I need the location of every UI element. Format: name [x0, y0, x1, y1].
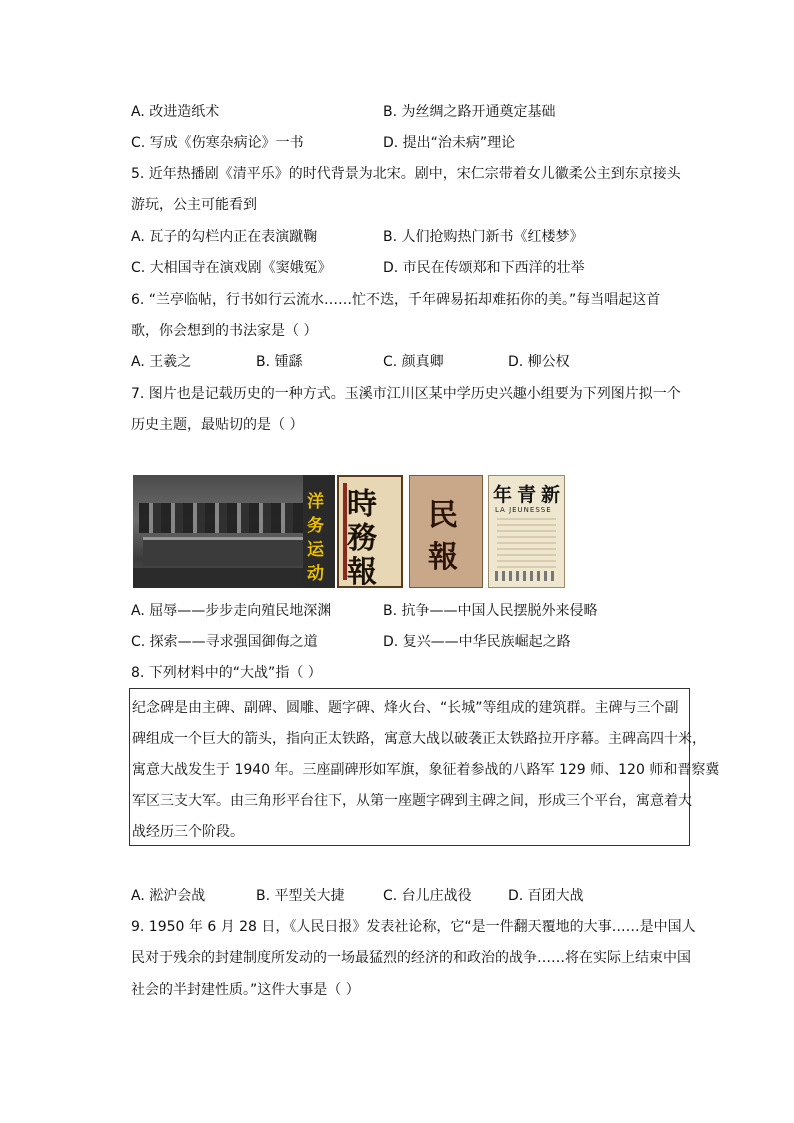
q7-stem-line1: 7. 图片也是记载历史的一种方式。玉溪市江川区某中学历史兴趣小组要为下列图片拟一个: [131, 386, 681, 402]
q6-option-b: B. 锺繇: [256, 354, 303, 370]
q9-stem-line1: 9. 1950 年 6 月 28 日，《人民日报》发表社论称，它“是一件翻天覆地的大事……是中国人: [131, 919, 696, 935]
shiwu-char-2: 務: [347, 521, 377, 556]
q5-option-a: A. 瓦子的勾栏内正在表演蹴鞠: [131, 229, 318, 245]
xinqing-char-1: 新: [541, 484, 561, 506]
q8-material-line1: 纪念碑是由主碑、副碑、圆雕、题字碑、烽火台、“长城”等组成的建筑群。主碑与三个副: [132, 700, 679, 716]
q7-option-c: C. 探索——寻求强国御侮之道: [131, 634, 318, 650]
q4-option-b: B. 为丝绸之路开通奠定基础: [383, 104, 556, 120]
xinqing-char-2: 青: [517, 484, 537, 506]
historical-photo: [133, 475, 331, 588]
xinqing-char-3: 年: [493, 484, 513, 506]
minbao-newspaper-image: [409, 475, 483, 588]
q6-stem-line2: 歌，你会想到的书法家是（ ）: [131, 323, 318, 339]
xinqing-subtitle: LA JEUNESSE: [495, 506, 552, 514]
q7-option-d: D. 复兴——中华民族崛起之路: [383, 634, 571, 650]
shiwu-char-1: 時: [347, 487, 377, 522]
q8-stem: 8. 下列材料中的“大战”指（ ）: [131, 665, 322, 681]
q4-option-c: C. 写成《伤寒杂病论》一书: [131, 135, 304, 151]
q5-stem-line1: 5. 近年热播剧《清平乐》的时代背景为北宋。剧中，宋仁宗带着女儿徽柔公主到东京接头: [131, 166, 681, 182]
shiwu-char-3: 報: [347, 555, 377, 588]
q7-option-a: A. 屈辱——步步走向殖民地深渊: [131, 603, 332, 619]
yangwu-char-2: 务: [307, 516, 324, 536]
yangwu-char-3: 运: [307, 540, 324, 560]
q8-material-line3: 寓意大战发生于 1940 年。三座副碑形如军旗，象征着参战的八路军 129 师、120 师和晋察冀: [132, 762, 720, 778]
q7-image-strip: [133, 475, 565, 588]
q5-stem-line2: 游玩，公主可能看到: [131, 197, 257, 213]
minbao-char-2: 報: [428, 540, 458, 575]
yangwu-char-1: 洋: [307, 492, 324, 512]
q8-option-c: C. 台儿庄战役: [383, 888, 472, 904]
q4-option-a: A. 改进造纸术: [131, 104, 220, 120]
q8-material-box: [129, 688, 720, 846]
q8-option-a: A. 淞沪会战: [131, 888, 206, 904]
q6-stem-line1: 6. “兰亭临帖，行书如行云流水……忙不迭，千年碑易拓却难拓你的美。”每当唱起这首: [131, 292, 661, 308]
yangwu-char-4: 动: [307, 564, 324, 584]
q8-option-d: D. 百团大战: [508, 888, 584, 904]
shiwu-newspaper-image: [337, 475, 403, 588]
q5-option-b: B. 人们抢购热门新书《红楼梦》: [383, 229, 584, 245]
q7-stem-line2: 历史主题，最贴切的是（ ）: [131, 417, 304, 433]
q9-stem-line2: 民对于残余的封建制度所发动的一场最猛烈的经济的和政治的战争……将在实际上结束中国: [131, 950, 691, 966]
q8-material-line5: 战经历三个阶段。: [132, 824, 244, 840]
q5-option-d: D. 市民在传颂郑和下西洋的壮举: [383, 260, 585, 276]
new-youth-magazine-image: [488, 475, 565, 588]
q9-stem-line3: 社会的半封建性质。”这件大事是（ ）: [131, 982, 360, 998]
q8-material-line4: 军区三支大军。由三角形平台往下，从第一座题字碑到主碑之间，形成三个平台，寓意着大: [132, 793, 692, 809]
q5-option-c: C. 大相国寺在演戏剧《窦娥冤》: [131, 260, 332, 276]
q7-option-b: B. 抗争——中国人民摆脱外来侵略: [383, 603, 598, 619]
minbao-char-1: 民: [428, 498, 458, 533]
q4-option-d: D. 提出“治未病”理论: [383, 135, 516, 151]
q6-option-a: A. 王羲之: [131, 354, 192, 370]
yangwu-movement-image: [303, 475, 335, 588]
q6-option-c: C. 颜真卿: [383, 354, 444, 370]
q8-material-line2: 碑组成一个巨大的箭头，指向正太铁路，寓意大战以破袭正太铁路拉开序幕。主碑高四十米，: [132, 731, 706, 747]
q6-option-d: D. 柳公权: [508, 354, 570, 370]
q8-option-b: B. 平型关大捷: [256, 888, 345, 904]
